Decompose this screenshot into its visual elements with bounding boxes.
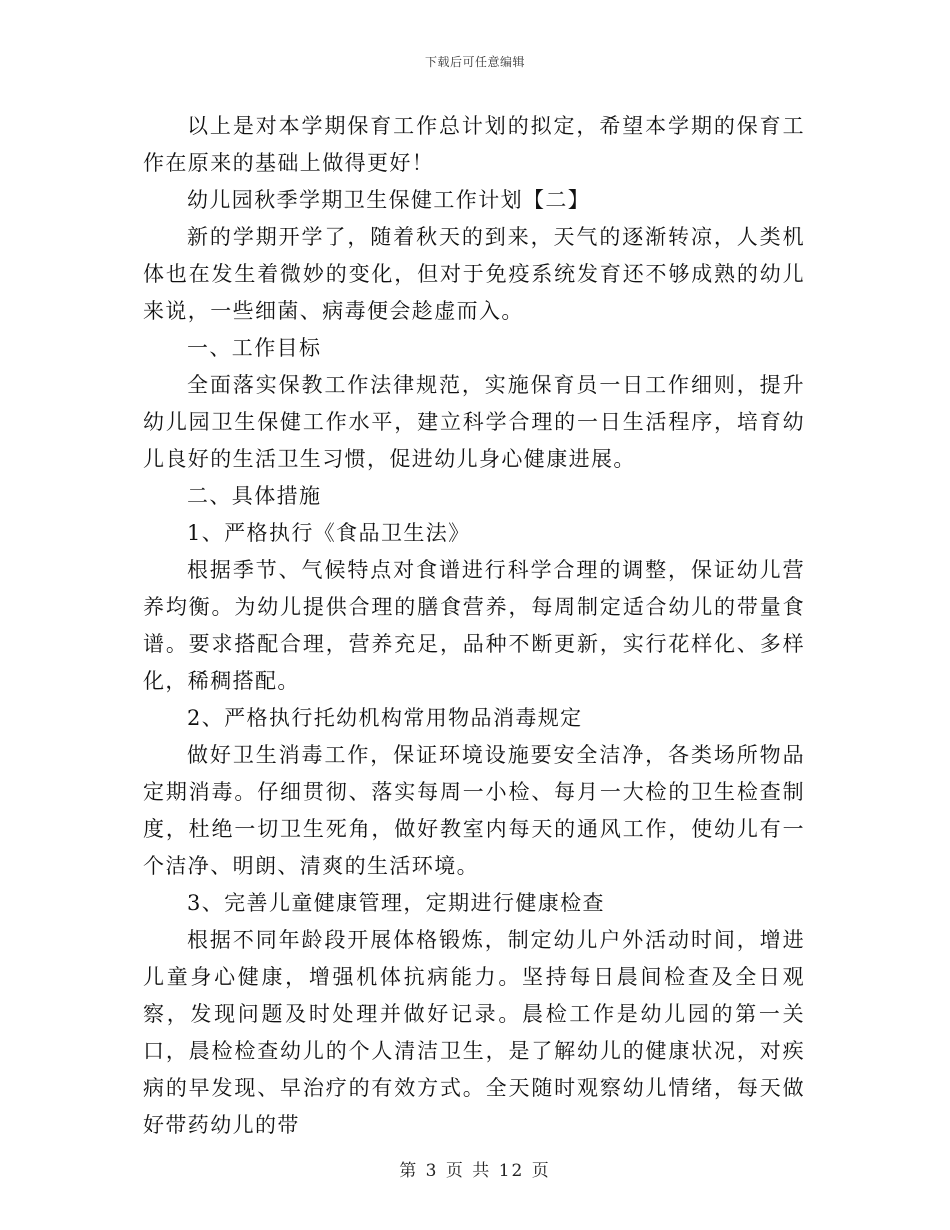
page-number: 第 3 页 共 12 页	[399, 1161, 551, 1181]
heading-measures: 二、具体措施	[187, 484, 322, 508]
document-body	[143, 108, 805, 1144]
subheading-food-hygiene: 1、严格执行《食品卫生法》	[187, 521, 471, 545]
paragraph-disinfection: 做好卫生消毒工作，保证环境设施要安全洁净，各类场所物品定期消毒。仔细贯彻、落实每周一小检、每月一大检的卫生检查制度，杜绝一切卫生死角，做好教室内每天的通风工作，使幼儿有一个洁净、明朗、清爽的生活环境。	[143, 743, 805, 878]
heading-work-goals: 一、工作目标	[187, 336, 322, 360]
paragraph-work-goals: 全面落实保教工作法律规范，实施保育员一日工作细则，提升幼儿园卫生保健工作水平，建立科学合理的一日生活程序，培育幼儿良好的生活卫生习惯，促进幼儿身心健康进展。	[143, 373, 805, 471]
paragraph-food-hygiene: 根据季节、气候特点对食谱进行科学合理的调整，保证幼儿营养均衡。为幼儿提供合理的膳食营养，每周制定适合幼儿的带量食谱。要求搭配合理，营养充足，品种不断更新，实行花样化、多样化，稀稠搭配。	[143, 558, 805, 693]
page-header-note: 下载后可任意编辑	[424, 55, 525, 69]
paragraph-health-management: 根据不同年龄段开展体格锻炼，制定幼儿户外活动时间，增进儿童身心健康，增强机体抗病能力。坚持每日晨间检查及全日观察，发现问题及时处理并做好记录。晨检工作是幼儿园的第一关口，晨检检查幼儿的个人清洁卫生，是了解幼儿的健康状况，对疾病的早发现、早治疗的有效方式。全天随时观察幼儿情绪，每天做好带药幼儿的带	[143, 928, 805, 1137]
subheading-health-management: 3、完善儿童健康管理，定期进行健康检查	[187, 891, 605, 915]
paragraph-closing-remark: 以上是对本学期保育工作总计划的拟定，希望本学期的保育工作在原来的基础上做得更好！	[143, 114, 805, 175]
subheading-disinfection: 2、严格执行托幼机构常用物品消毒规定	[187, 706, 583, 730]
paragraph-intro: 新的学期开学了，随着秋天的到来，天气的逐渐转凉，人类机体也在发生着微妙的变化，但对于免疫系统发育还不够成熟的幼儿来说，一些细菌、病毒便会趁虚而入。	[143, 225, 805, 323]
section-title: 幼儿园秋季学期卫生保健工作计划【二】	[187, 188, 591, 212]
